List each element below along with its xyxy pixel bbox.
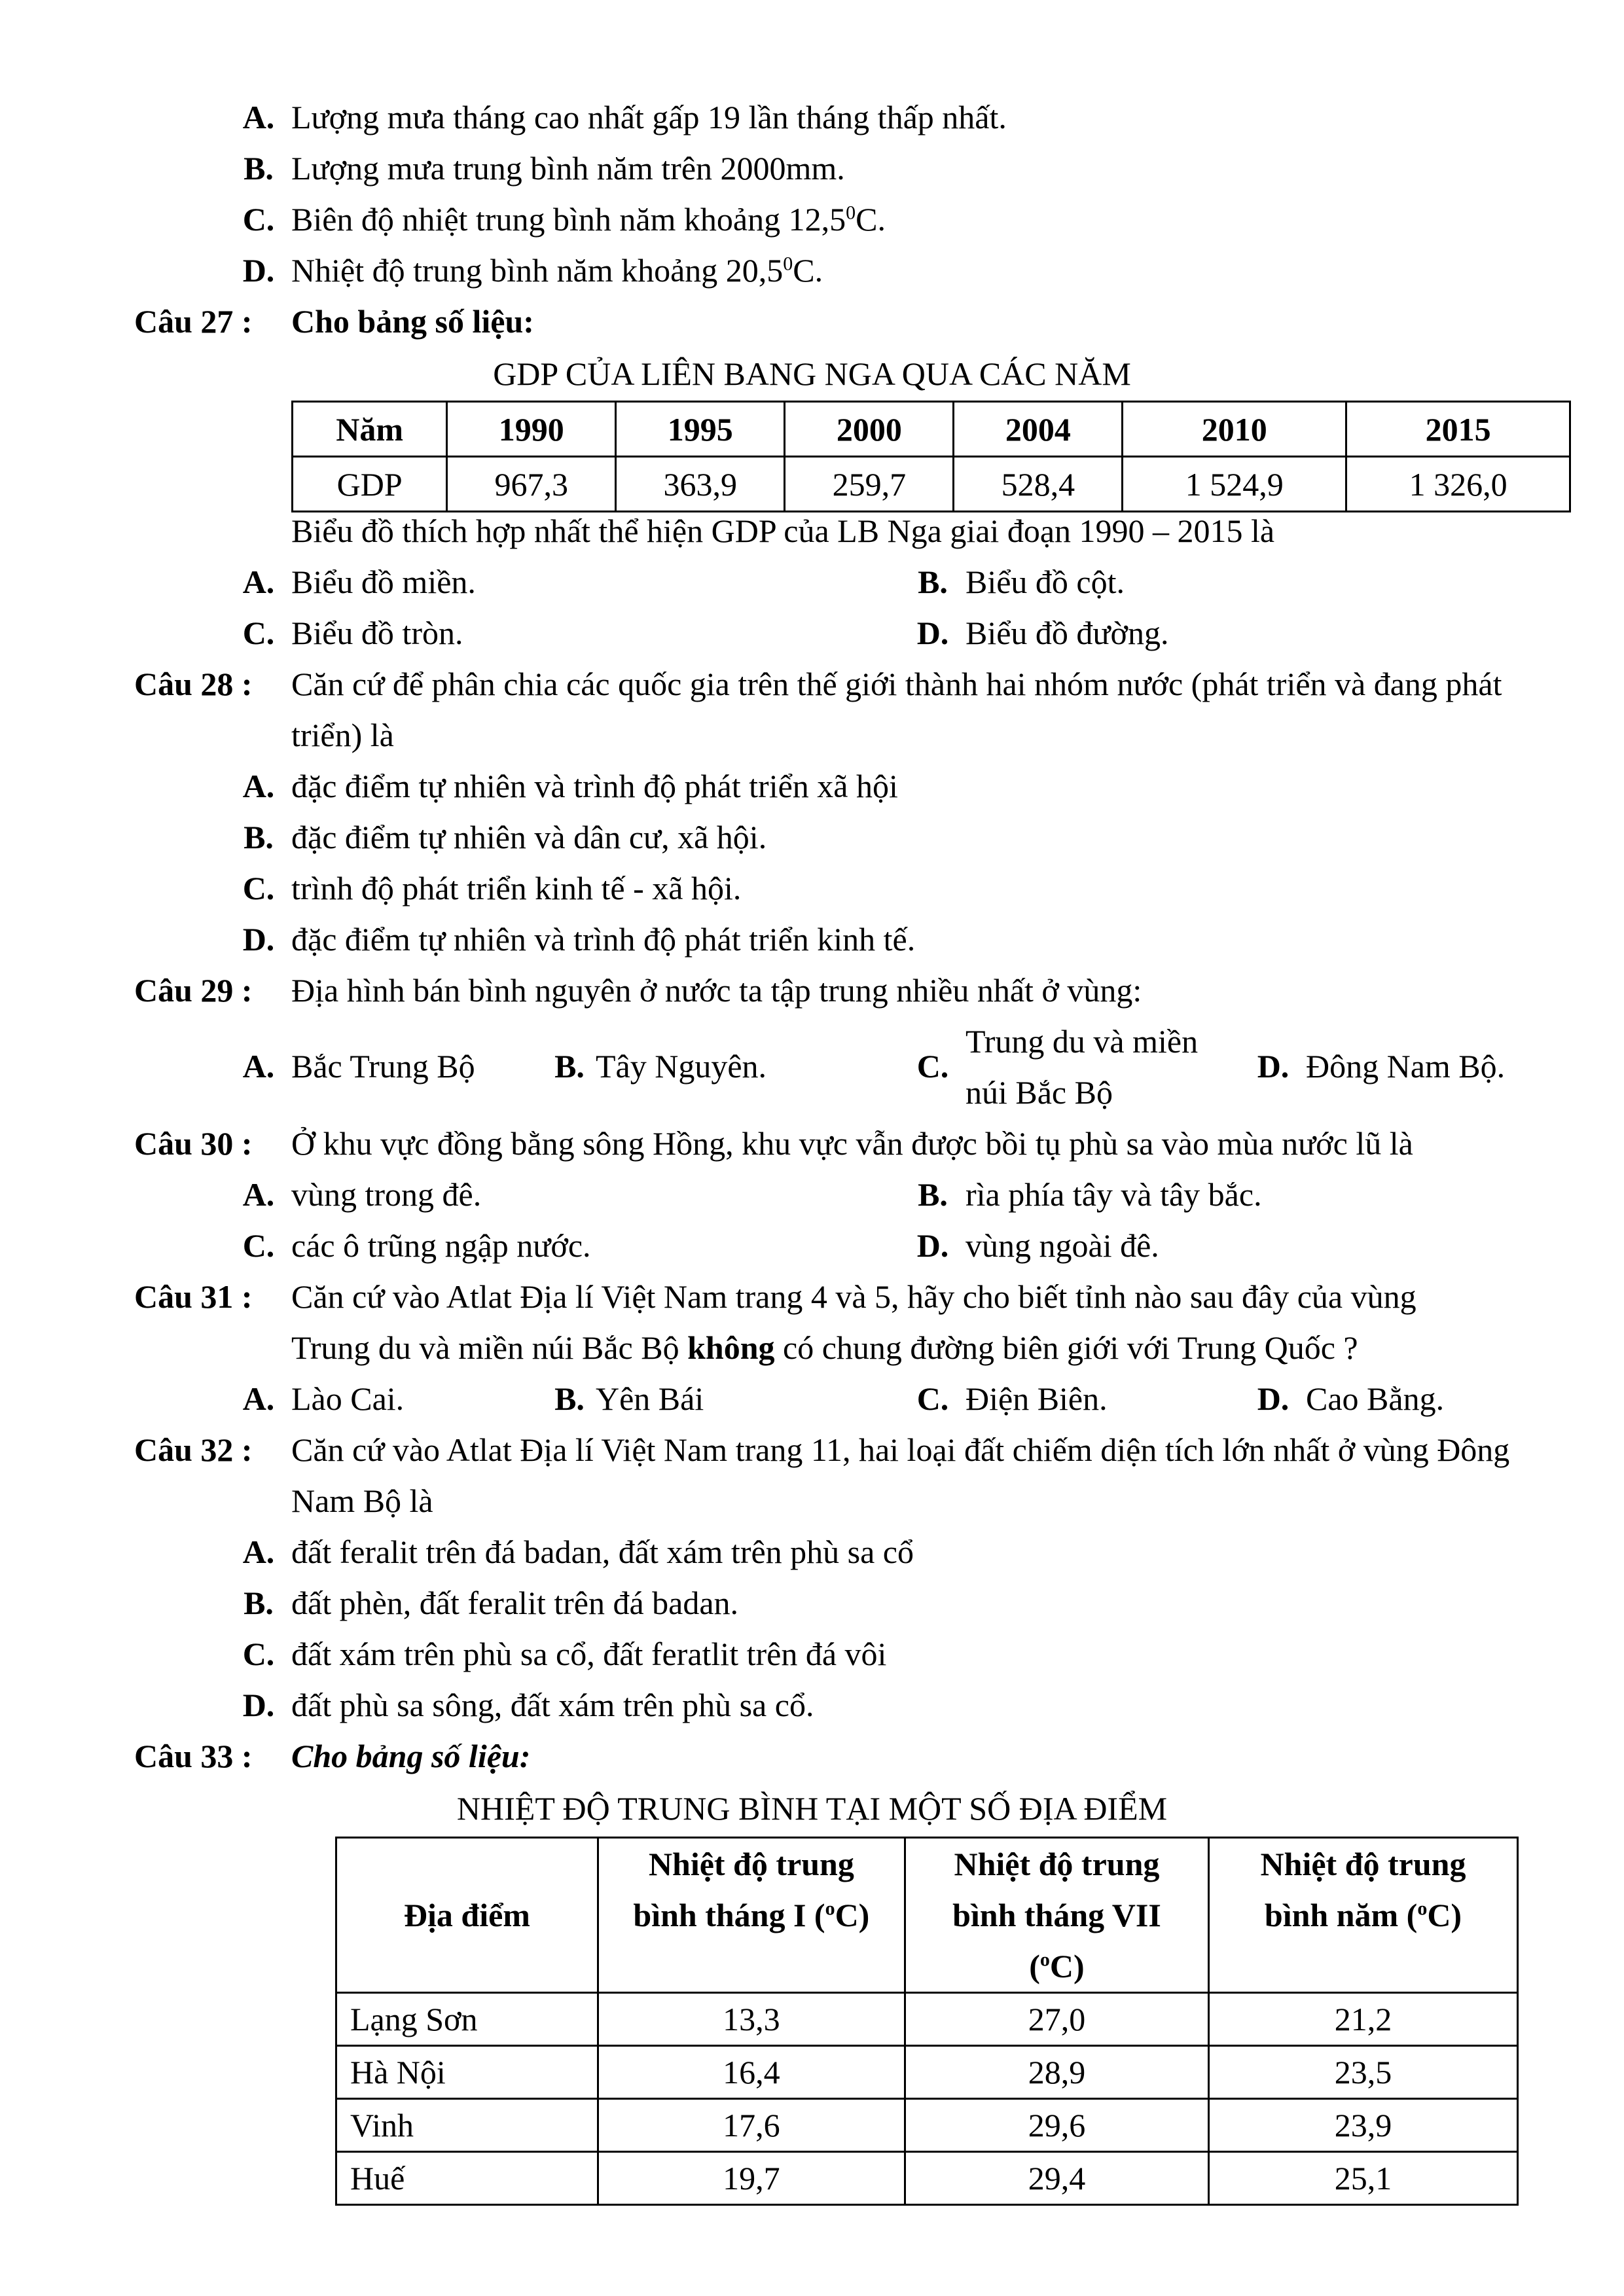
option-letter: B. <box>918 564 948 600</box>
option-letter: B. <box>554 1048 585 1085</box>
table-cell: 1 326,0 <box>1346 457 1570 512</box>
option-letter: C. <box>242 870 275 906</box>
option-b[interactable] <box>543 1041 767 1092</box>
option-letter: A. <box>242 1534 275 1570</box>
header-line: Nhiệt độ trung <box>648 1846 854 1882</box>
option-text: Biểu đồ miền. <box>291 564 476 600</box>
table-cell: Huế <box>336 2152 598 2205</box>
table-header-cell <box>598 1838 905 1993</box>
table-header-cell <box>905 1838 1208 1993</box>
option-d[interactable] <box>226 1679 814 1731</box>
question-27-prompt: Cho bảng số liệu: <box>291 303 534 340</box>
option-text: vùng trong đê. <box>291 1176 482 1213</box>
header-text: C) <box>1427 1897 1462 1933</box>
superscript: o <box>1039 1948 1050 1971</box>
option-letter: A. <box>242 1048 275 1085</box>
header-text: C) <box>835 1897 870 1933</box>
header-line <box>906 1941 1208 1992</box>
table-cell: 363,9 <box>616 457 785 512</box>
table-cell: 23,5 <box>1208 2046 1517 2099</box>
option-text: vùng ngoài đê. <box>965 1227 1159 1264</box>
option-text: Đông Nam Bộ. <box>1306 1048 1506 1085</box>
question-32-text: Căn cứ vào Atlat Địa lí Việt Nam trang 11, hai loại đất chiếm diện tích lớn nhất ở vùng Đông Nam Bộ là <box>291 1431 1510 1519</box>
option-text: trình độ phát triển kinh tế - xã hội. <box>291 870 742 906</box>
question-33-label: Câu 33 : <box>134 1738 253 1774</box>
table-header-cell: 1990 <box>447 402 616 457</box>
option-c[interactable] <box>900 1041 965 1092</box>
option-letter: D. <box>916 1227 949 1264</box>
option-c[interactable] <box>226 1220 591 1271</box>
question-28-text: Căn cứ để phân chia các quốc gia trên thế giới thành hai nhóm nước (phát triển và đang phát triển) là <box>291 666 1502 753</box>
table-header-cell: Địa điểm <box>336 1838 598 1993</box>
option-text: đất phù sa sông, đất xám trên phù sa cổ. <box>291 1687 814 1723</box>
table-header-row <box>336 1838 1518 1993</box>
option-letter: B. <box>244 150 274 187</box>
table-cell: 21,2 <box>1208 1993 1517 2046</box>
table-title: NHIỆT ĐỘ TRUNG BÌNH TẠI MỘT SỐ ĐỊA ĐIỂM <box>456 1790 1168 1827</box>
option-letter: C. <box>916 1380 949 1417</box>
table-cell: 259,7 <box>785 457 954 512</box>
option-d[interactable] <box>226 245 823 296</box>
question-31-label: Câu 31 : <box>134 1278 253 1315</box>
header-text: ( <box>1029 1948 1040 1984</box>
option-b[interactable] <box>543 1373 704 1424</box>
option-text: Biểu đồ cột. <box>965 564 1125 600</box>
option-letter: C. <box>916 1048 949 1085</box>
option-text: Biểu đồ đường. <box>965 615 1169 651</box>
option-b[interactable] <box>226 1577 738 1628</box>
superscript: o <box>825 1897 835 1920</box>
option-letter: D. <box>242 1687 275 1723</box>
option-c[interactable] <box>226 863 741 914</box>
option-letter: D. <box>242 921 275 958</box>
option-text: đặc điểm tự nhiên và trình độ phát triển kinh tế. <box>291 921 916 958</box>
option-b[interactable] <box>226 143 845 194</box>
question-29-label: Câu 29 : <box>134 972 253 1009</box>
question-30-label: Câu 30 : <box>134 1125 253 1162</box>
table-row <box>336 1993 1518 2046</box>
question-31-text-line1: Căn cứ vào Atlat Địa lí Việt Nam trang 4 và 5, hãy cho biết tỉnh nào sau đây của vùng <box>291 1278 1416 1315</box>
question-29-text: Địa hình bán bình nguyên ở nước ta tập trung nhiều nhất ở vùng: <box>291 972 1142 1009</box>
option-d[interactable] <box>226 914 915 965</box>
table-row <box>336 2099 1518 2152</box>
table-cell: 967,3 <box>447 457 616 512</box>
option-letter: B. <box>918 1176 948 1213</box>
superscript: 0 <box>846 202 856 224</box>
option-d[interactable] <box>1240 1373 1444 1424</box>
option-c-text-line2: núi Bắc Bộ <box>965 1074 1113 1111</box>
option-text: rìa phía tây và tây bắc. <box>965 1176 1262 1213</box>
option-text: Bắc Trung Bộ <box>291 1048 475 1085</box>
table-row <box>336 2046 1518 2099</box>
header-text: bình năm ( <box>1264 1897 1418 1933</box>
option-text-after: C. <box>793 252 823 289</box>
option-text: Biểu đồ tròn. <box>291 615 463 651</box>
option-text: đất feralit trên đá badan, đất xám trên phù sa cổ <box>291 1534 914 1570</box>
superscript: o <box>1417 1897 1428 1920</box>
header-line <box>599 1890 904 1941</box>
table-cell: 528,4 <box>954 457 1123 512</box>
option-a[interactable] <box>226 1373 404 1424</box>
option-letter: A. <box>242 99 275 135</box>
question-30-text: Ở khu vực đồng bằng sông Hồng, khu vực vẫn được bồi tụ phù sa vào mùa nước lũ là <box>291 1125 1413 1162</box>
option-text: các ô trũng ngập nước. <box>291 1227 591 1264</box>
option-letter: C. <box>242 1636 275 1672</box>
option-d[interactable] <box>1240 1041 1505 1092</box>
table-cell: 1 524,9 <box>1123 457 1346 512</box>
question-31-text-line2 <box>291 1322 1358 1373</box>
table-cell: 25,1 <box>1208 2152 1517 2205</box>
question-31-text-before: Trung du và miền núi Bắc Bộ <box>291 1329 688 1366</box>
option-d[interactable] <box>900 607 1168 658</box>
option-text: Yên Bái <box>596 1380 704 1417</box>
option-a[interactable] <box>226 1041 475 1092</box>
option-letter: B. <box>244 819 274 855</box>
option-c[interactable] <box>900 1373 1108 1424</box>
table-cell: Lạng Sơn <box>336 1993 598 2046</box>
option-text: đất xám trên phù sa cổ, đất feratlit trên đá vôi <box>291 1636 887 1672</box>
option-d[interactable] <box>900 1220 1159 1271</box>
option-a[interactable] <box>226 1169 481 1220</box>
option-text: Cao Bằng. <box>1306 1380 1445 1417</box>
option-c[interactable] <box>226 194 886 245</box>
option-b[interactable] <box>900 1169 1262 1220</box>
option-a[interactable] <box>226 761 898 812</box>
option-letter: D. <box>1257 1048 1290 1085</box>
option-text: Biên độ nhiệt trung bình năm khoảng 12,5 <box>291 201 846 238</box>
question-27-label: Câu 27 : <box>134 303 253 340</box>
table-title: GDP CỦA LIÊN BANG NGA QUA CÁC NĂM <box>493 355 1131 392</box>
option-letter: A. <box>242 564 275 600</box>
header-line: Nhiệt độ trung <box>1260 1846 1466 1882</box>
option-text: Nhiệt độ trung bình năm khoảng 20,5 <box>291 252 784 289</box>
header-line: Nhiệt độ trung <box>954 1846 1160 1882</box>
superscript: 0 <box>783 253 793 275</box>
option-text-after: C. <box>856 201 886 238</box>
temperature-table <box>335 1837 1519 2206</box>
table-header-cell <box>1208 1838 1517 1993</box>
option-letter: C. <box>242 615 275 651</box>
option-text: đặc điểm tự nhiên và trình độ phát triển xã hội <box>291 768 898 804</box>
option-text: đặc điểm tự nhiên và dân cư, xã hội. <box>291 819 767 855</box>
table-header-cell: 2000 <box>785 402 954 457</box>
option-text: Lượng mưa tháng cao nhất gấp 19 lần tháng thấp nhất. <box>291 99 1007 135</box>
question-27-text: Biểu đồ thích hợp nhất thể hiện GDP của LB Nga giai đoạn 1990 – 2015 là <box>291 512 1275 549</box>
table-header-cell: 2015 <box>1346 402 1570 457</box>
gdp-table <box>291 401 1571 512</box>
option-b[interactable] <box>900 556 1125 607</box>
table-cell: 19,7 <box>598 2152 905 2205</box>
option-a[interactable] <box>226 556 476 607</box>
option-letter: D. <box>242 252 275 289</box>
option-letter: D. <box>1257 1380 1290 1417</box>
option-text: Điện Biên. <box>965 1380 1108 1417</box>
table-cell: 28,9 <box>905 2046 1208 2099</box>
option-b[interactable] <box>226 812 767 863</box>
table-cell: 23,9 <box>1208 2099 1517 2152</box>
table-cell: Hà Nội <box>336 2046 598 2099</box>
question-31-text-after: có chung đường biên giới với Trung Quốc ? <box>774 1329 1358 1366</box>
header-line: bình tháng VII <box>952 1897 1161 1933</box>
option-c[interactable] <box>226 1628 886 1679</box>
option-text: Tây Nguyên. <box>596 1048 767 1085</box>
option-a[interactable] <box>226 92 1007 143</box>
question-28-label: Câu 28 : <box>134 666 253 702</box>
question-32-label: Câu 32 : <box>134 1431 253 1468</box>
table-cell: Vinh <box>336 2099 598 2152</box>
table-cell: 17,6 <box>598 2099 905 2152</box>
table-header-cell: Năm <box>293 402 447 457</box>
option-c-text-line1: Trung du và miền <box>965 1023 1199 1060</box>
option-letter: A. <box>242 768 275 804</box>
option-letter: C. <box>242 201 275 238</box>
question-31-emphasis: không <box>687 1329 775 1366</box>
table-row <box>293 457 1570 512</box>
option-letter: A. <box>242 1176 275 1213</box>
table-cell: 29,6 <box>905 2099 1208 2152</box>
table-header-cell: 1995 <box>616 402 785 457</box>
table-cell: 13,3 <box>598 1993 905 2046</box>
option-letter: B. <box>554 1380 585 1417</box>
header-text: C) <box>1049 1948 1085 1984</box>
table-cell: 29,4 <box>905 2152 1208 2205</box>
header-text: bình tháng I ( <box>633 1897 825 1933</box>
option-letter: A. <box>242 1380 275 1417</box>
question-33-prompt: Cho bảng số liệu: <box>291 1738 531 1774</box>
option-text: đất phèn, đất feralit trên đá badan. <box>291 1585 739 1621</box>
header-line <box>1210 1890 1517 1941</box>
option-text: Lào Cai. <box>291 1380 405 1417</box>
option-letter: D. <box>916 615 949 651</box>
table-header-row <box>293 402 1570 457</box>
table-row <box>336 2152 1518 2205</box>
option-c[interactable] <box>226 607 463 658</box>
option-letter: C. <box>242 1227 275 1264</box>
table-cell: 27,0 <box>905 1993 1208 2046</box>
option-text: Lượng mưa trung bình năm trên 2000mm. <box>291 150 845 187</box>
table-cell: 16,4 <box>598 2046 905 2099</box>
table-cell: GDP <box>293 457 447 512</box>
option-letter: B. <box>244 1585 274 1621</box>
table-header-cell: 2004 <box>954 402 1123 457</box>
table-header-cell: 2010 <box>1123 402 1346 457</box>
option-a[interactable] <box>226 1526 914 1577</box>
